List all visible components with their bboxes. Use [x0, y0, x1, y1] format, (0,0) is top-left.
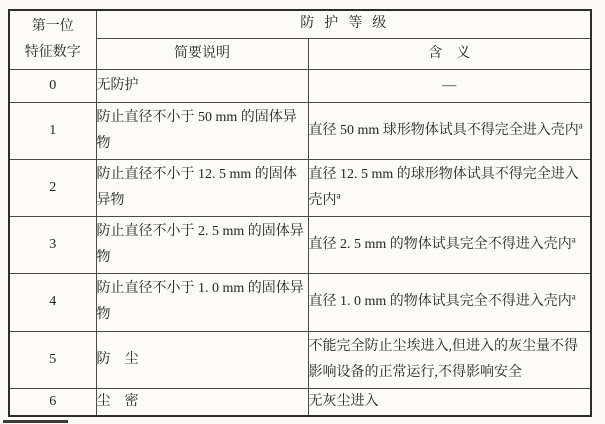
footnote-marker: a — [336, 189, 341, 200]
brief-description-cell: 尘 密 — [96, 388, 308, 416]
meaning-text: 直径 2. 5 mm 的物体试具完全不得进入壳内 — [308, 236, 572, 252]
meaning-cell — [308, 331, 591, 388]
table-body — [9, 69, 591, 416]
meaning-cell — [308, 273, 591, 331]
table-row — [9, 159, 591, 216]
first-digit-cell: 2 — [9, 159, 96, 216]
first-digit-header-line1: 第一位 — [31, 18, 74, 34]
table-row — [9, 331, 591, 388]
first-digit-header-line2: 特征数字 — [24, 44, 81, 60]
first-digit-cell: 1 — [9, 102, 96, 159]
brief-description-cell: 防止直径不小于 2. 5 mm 的固体异物 — [96, 216, 308, 273]
footnote-marker: a — [571, 233, 576, 244]
protection-degree-table — [8, 9, 592, 417]
brief-description-cell: 防 尘 — [96, 331, 308, 388]
meaning-cell — [308, 216, 591, 273]
first-digit-cell: 6 — [9, 388, 96, 416]
brief-description-cell: 防止直径不小于 50 mm 的固体异物 — [96, 102, 308, 159]
meaning-cell — [308, 69, 591, 102]
meaning-text: 直径 50 mm 球形物体试具不得完全进入壳内 — [308, 122, 579, 138]
meaning-text: — — [442, 77, 457, 93]
brief-description-cell: 防止直径不小于 12. 5 mm 的固体异物 — [96, 159, 308, 216]
first-digit-cell: 0 — [9, 69, 96, 102]
table-row — [9, 388, 591, 416]
first-digit-cell: 4 — [9, 273, 96, 331]
first-digit-cell: 3 — [9, 216, 96, 273]
meaning-text: 直径 1. 0 mm 的物体试具完全不得进入壳内 — [308, 294, 572, 309]
footnote-marker: a — [571, 291, 576, 302]
meaning-text: 无灰尘进入 — [308, 393, 379, 409]
footnote-marker: a — [578, 119, 583, 130]
meaning-cell — [308, 102, 591, 159]
meaning-text: 直径 12. 5 mm 的球形物体试具不得完全进入壳内 — [308, 166, 579, 208]
meaning-header: 含 义 — [308, 38, 591, 69]
brief-description-cell: 防止直径不小于 1. 0 mm 的固体异物 — [96, 273, 308, 331]
footnote-rule-fragment — [3, 420, 68, 423]
table-header — [9, 10, 591, 69]
protection-grade-group-header: 防护等级 — [96, 10, 591, 38]
table-row — [9, 273, 591, 331]
meaning-text: 不能完全防止尘埃进入,但进入的灰尘量不得影响设备的正常运行,不得影响安全 — [308, 338, 578, 380]
table-row — [9, 102, 591, 159]
meaning-cell — [308, 159, 591, 216]
table-row — [9, 216, 591, 273]
brief-description-header: 简要说明 — [96, 38, 308, 69]
meaning-cell — [308, 388, 591, 416]
first-digit-cell: 5 — [9, 331, 96, 388]
brief-description-cell: 无防护 — [96, 69, 308, 102]
first-digit-header-cell — [9, 10, 96, 69]
table-row — [9, 69, 591, 102]
